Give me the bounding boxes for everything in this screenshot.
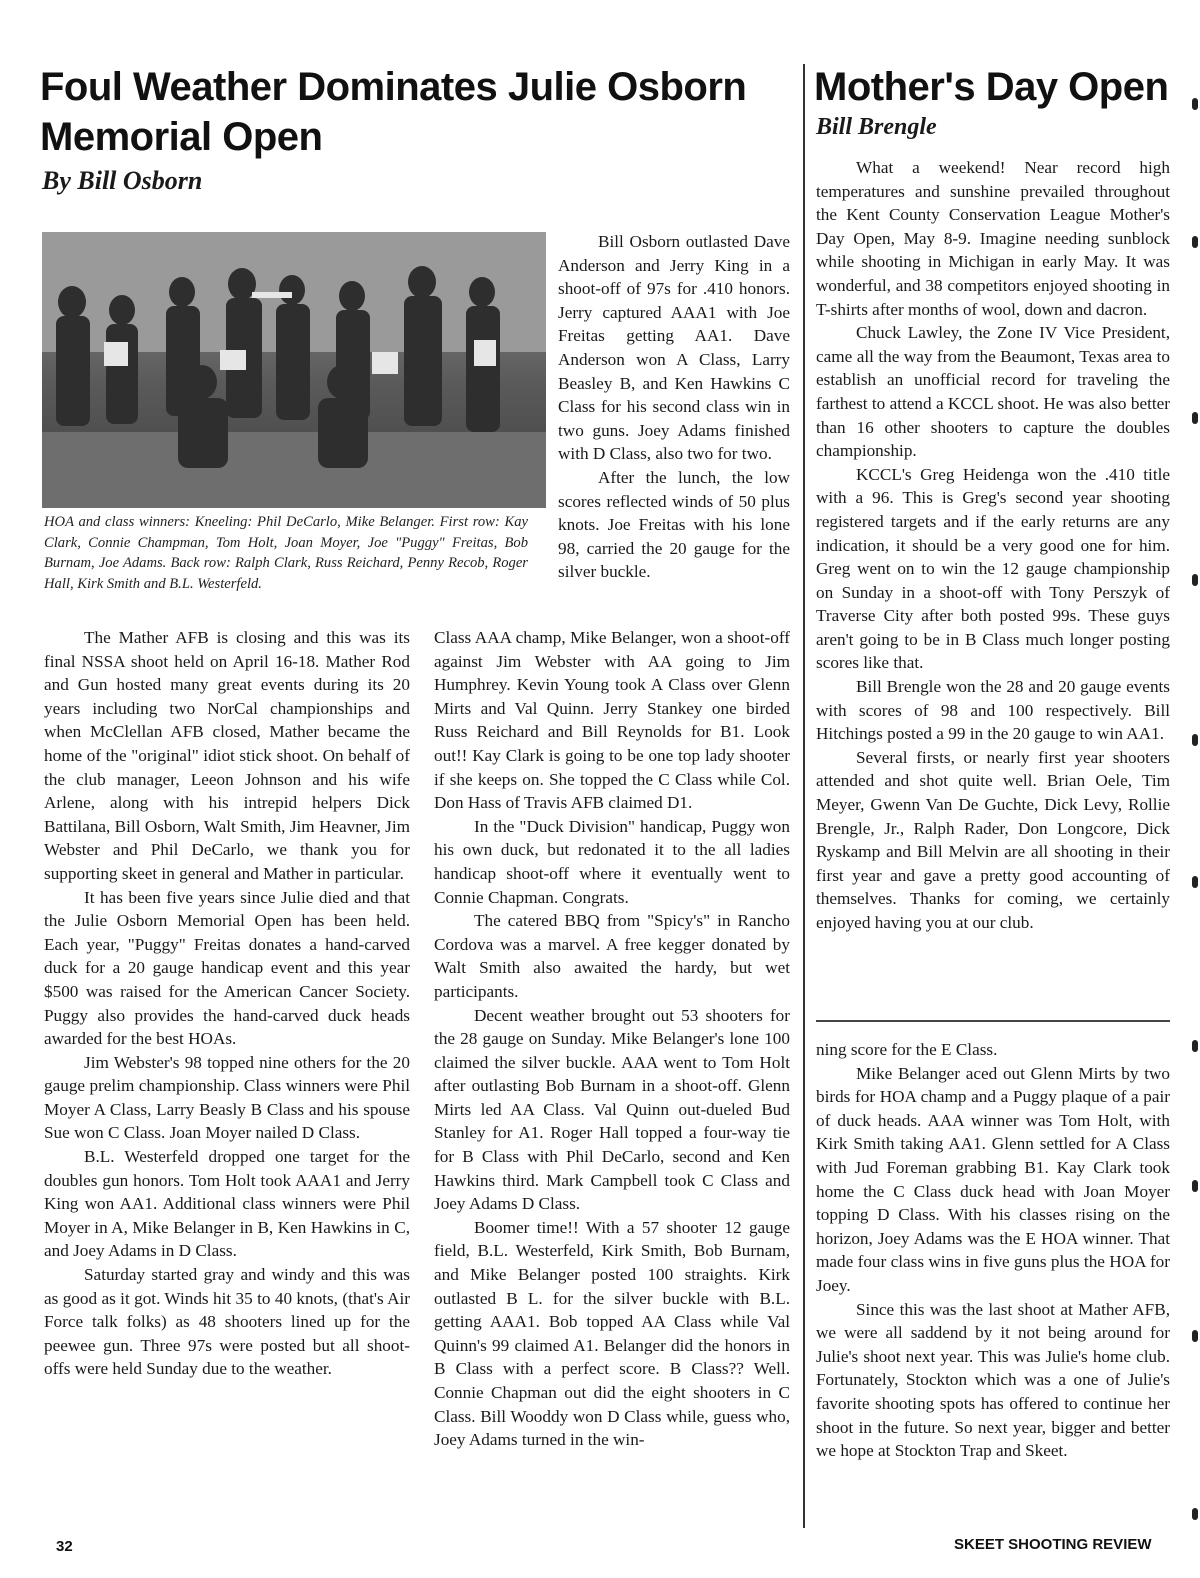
scan-edge-mark <box>1192 1180 1198 1192</box>
paragraph: Chuck Lawley, the Zone IV Vice President, came all the way from the Beaumont, Texas area to establish an unofficial record for traveling the farthest to attend a KCCL shoot. He was also better than 16 other shooters to capture the doubles championship. <box>816 323 1170 461</box>
article1-column-2 <box>434 626 790 1452</box>
paragraph: Since this was the last shoot at Mather AFB, we were all saddend by it not being around for Julie's shoot next year. This was Julie's home club. Fortunately, Stockton which was a one of Julie's favorite shooting spots has offered to continue her shoot in the future. So next year, bigger and better we hope at Stockton Trap and Skeet. <box>816 1299 1170 1461</box>
article1-column-3 <box>816 1038 1170 1463</box>
scan-edge-mark <box>1192 236 1198 248</box>
scan-edge-mark <box>1192 1508 1198 1520</box>
page-number: 32 <box>56 1538 73 1555</box>
paragraph: In the "Duck Division" handicap, Puggy won his own duck, but redonated it to the all ladies handicap shoot-off where it eventually went to Connie Chapman. Congrats. <box>434 816 790 907</box>
paragraph: What a weekend! Near record high temperatures and sunshine prevailed throughout the Kent County Conservation League Mother's Day Open, May 8-9. Imagine needing sunblock while shooting in Michigan in early May. It was wonderful, and 38 competitors enjoyed shooting in T-shirts after months of wool, down and dacron. <box>816 158 1170 319</box>
group-photo-illustration <box>42 232 546 508</box>
paragraph: B.L. Westerfeld dropped one target for the doubles gun honors. Tom Holt took AAA1 and Jerry King won AA1. Additional class winners were Phil Moyer in A, Mike Belanger in B, Ken Hawkins in C, and Joey Adams in D Class. <box>44 1147 410 1261</box>
article2-byline: Bill Brengle <box>816 114 937 140</box>
article1-title-line2: Memorial Open <box>40 115 323 159</box>
paragraph: Boomer time!! With a 57 shooter 12 gauge field, B.L. Westerfeld, Kirk Smith, Bob Burnam, and Mike Belanger posted 100 straights. Kirk outlasted B L. for the silver buckle with B.L. getting AAA1. Bob topped AA Class while Val Quinn's 99 claimed A1. Belanger did the honors in B Class with a perfect score. B Class?? Well. Connie Chapman out did the eight shooters in C Class. Bill Wooddy won D Class while, guess who, Joey Adams turned in the win- <box>434 1217 790 1450</box>
paragraph: ning score for the E Class. <box>816 1040 998 1059</box>
paragraph: Several firsts, or nearly first year shooters attended and shot quite well. Brian Oele, Tim Meyer, Gwenn Van De Guchte, Dick Levy, Rollie Brengle, Jr., Ralph Rader, Don Longcore, Dick Ryskamp and Bill Melvin are all shooting in their first year and gave a pretty good accounting of themselves. Thanks for coming, we certainly enjoyed having you at our club. <box>816 747 1170 932</box>
paragraph: The Mather AFB is closing and this was its final NSSA shoot held on April 16-18. Mather Rod and Gun hosted many great events during its 20 years including two NorCal championships and when McClellan AFB closed, Mather became the home of the "original" idiot stick shoot. On behalf of the club manager, Leeon Johnson and his wife Arlene, along with his intrepid helpers Dick Battilana, Bill Osborn, Walt Smith, Jim Heavner, Jim Webster and Phil DeCarlo, we thank you for supporting skeet in general and Mather in particular. <box>44 628 410 883</box>
article-divider <box>816 1020 1170 1022</box>
paragraph: Jim Webster's 98 topped nine others for the 20 gauge prelim championship. Class winners were Phil Moyer A Class, Larry Beasly B Class and his spouse Sue won C Class. Joan Moyer nailed D Class. <box>44 1052 410 1143</box>
photo-caption: HOA and class winners: Kneeling: Phil DeCarlo, Mike Belanger. First row: Kay Clark, Connie Champman, Tom Holt, Joan Moyer, Joe "Puggy" Freitas, Bob Burnam, Joe Adams. Back row: Ralph Clark, Russ Reichard, Penny Recob, Roger Hall, Kirk Smith and B.L. Westerfeld. <box>44 514 528 592</box>
scan-edge-mark <box>1192 734 1198 746</box>
scan-edge-mark <box>1192 876 1198 888</box>
article1-column-1 <box>44 626 410 1381</box>
scan-edge-mark <box>1192 98 1198 110</box>
paragraph: The catered BBQ from "Spicy's" in Rancho Cordova was a marvel. A free kegger donated by Walt Smith also awaited the hardy, but wet participants. <box>434 911 790 1001</box>
scan-edge-mark <box>1192 574 1198 586</box>
paragraph: Mike Belanger aced out Glenn Mirts by two birds for HOA champ and a Puggy plaque of a pair of duck heads. AAA winner was Tom Holt, with Kirk Smith taking AA1. Glenn settled for A Class with Jud Foreman grabbing B1. Kay Clark took home the C Class duck head with Joan Moyer topping D Class. With his classes rising on the horizon, Joey Adams was the E HOA winner. That made four class wins in five guns plus the HOA for Joey. <box>816 1063 1170 1295</box>
paragraph: Saturday started gray and windy and this was as good as it got. Winds hit 35 to 40 knots, (that's Air Force talk folks) as 48 shooters lined up for the peewee gun. Three 97s were posted but all shoot-offs were held Sunday due to the weather. <box>44 1265 410 1379</box>
article2-body <box>816 156 1170 935</box>
paragraph: KCCL's Greg Heidenga won the .410 title with a 96. This is Greg's second year shooting registered targets and if the early returns are any indication, it should be a very good one for him. Greg went on to win the 12 gauge championship on Sunday in a shoot-off with Tony Perszyk of Traverse City after both posted 99s. These guys aren't going to be in B Class much longer posting scores like that. <box>816 464 1170 673</box>
paragraph: Bill Osborn outlasted Dave Anderson and Jerry King in a shoot-off of 97s for .410 honors. Jerry captured AAA1 with Joe Freitas getting AA1. Dave Anderson won A Class, Larry Beasley B, and Ken Hawkins C Class for his second class win in two guns. Joey Adams finished with D Class, also two for two. <box>558 232 790 464</box>
article1-byline: By Bill Osborn <box>42 166 203 195</box>
article1-column-top-right <box>558 230 790 584</box>
paragraph: Decent weather brought out 53 shooters for the 28 gauge on Sunday. Mike Belanger's lone 100 claimed the silver buckle. AAA went to Tom Holt after outlasting Bob Burnam in a shoot-off. Glenn Mirts led AA Class. Val Quinn out-dueled Bud Stanley for A1. Roger Hall topped a four-way tie for B Class with Phil DeCarlo, second and Ken Hawkins third. Mark Campbell took C Class and Joey Adams D Class. <box>434 1005 790 1214</box>
winners-photo <box>42 232 546 508</box>
scan-edge-mark <box>1192 1330 1198 1342</box>
paragraph: It has been five years since Julie died and that the Julie Osborn Memorial Open has been held. Each year, "Puggy" Freitas donates a hand-carved duck for a 20 gauge handicap event and this year $500 was raised for the American Cancer Society. Puggy also provides the hand-carved duck heads awarded for the best HOAs. <box>44 887 410 1049</box>
scan-edge-mark <box>1192 412 1198 424</box>
paragraph: After the lunch, the low scores reflected winds of 50 plus knots. Joe Freitas with his lone 98, carried the 20 gauge for the silver buckle. <box>558 467 790 582</box>
publication-name: SKEET SHOOTING REVIEW <box>954 1536 1152 1553</box>
article1-title-line1: Foul Weather Dominates Julie Osborn <box>40 65 747 109</box>
article2-title: Mother's Day Open <box>814 65 1169 109</box>
paragraph: Class AAA champ, Mike Belanger, won a shoot-off against Jim Webster with AA going to Jim Humphrey. Kevin Young took A Class over Glenn Mirts and Val Quinn. Jerry Stankey one birded Russ Reichard and Bill Reynolds for B1. Look out!! Kay Clark is going to be one top lady shooter if she keeps on. She topped the C Class while Col. Don Hass of Travis AFB claimed D1. <box>434 628 790 813</box>
scan-edge-mark <box>1192 1040 1198 1052</box>
article1-title <box>40 62 780 162</box>
column-divider <box>803 64 805 1528</box>
paragraph: Bill Brengle won the 28 and 20 gauge events with scores of 98 and 100 respectively. Bill Hitchings posted a 99 in the 20 gauge to win AA1. <box>816 677 1170 744</box>
